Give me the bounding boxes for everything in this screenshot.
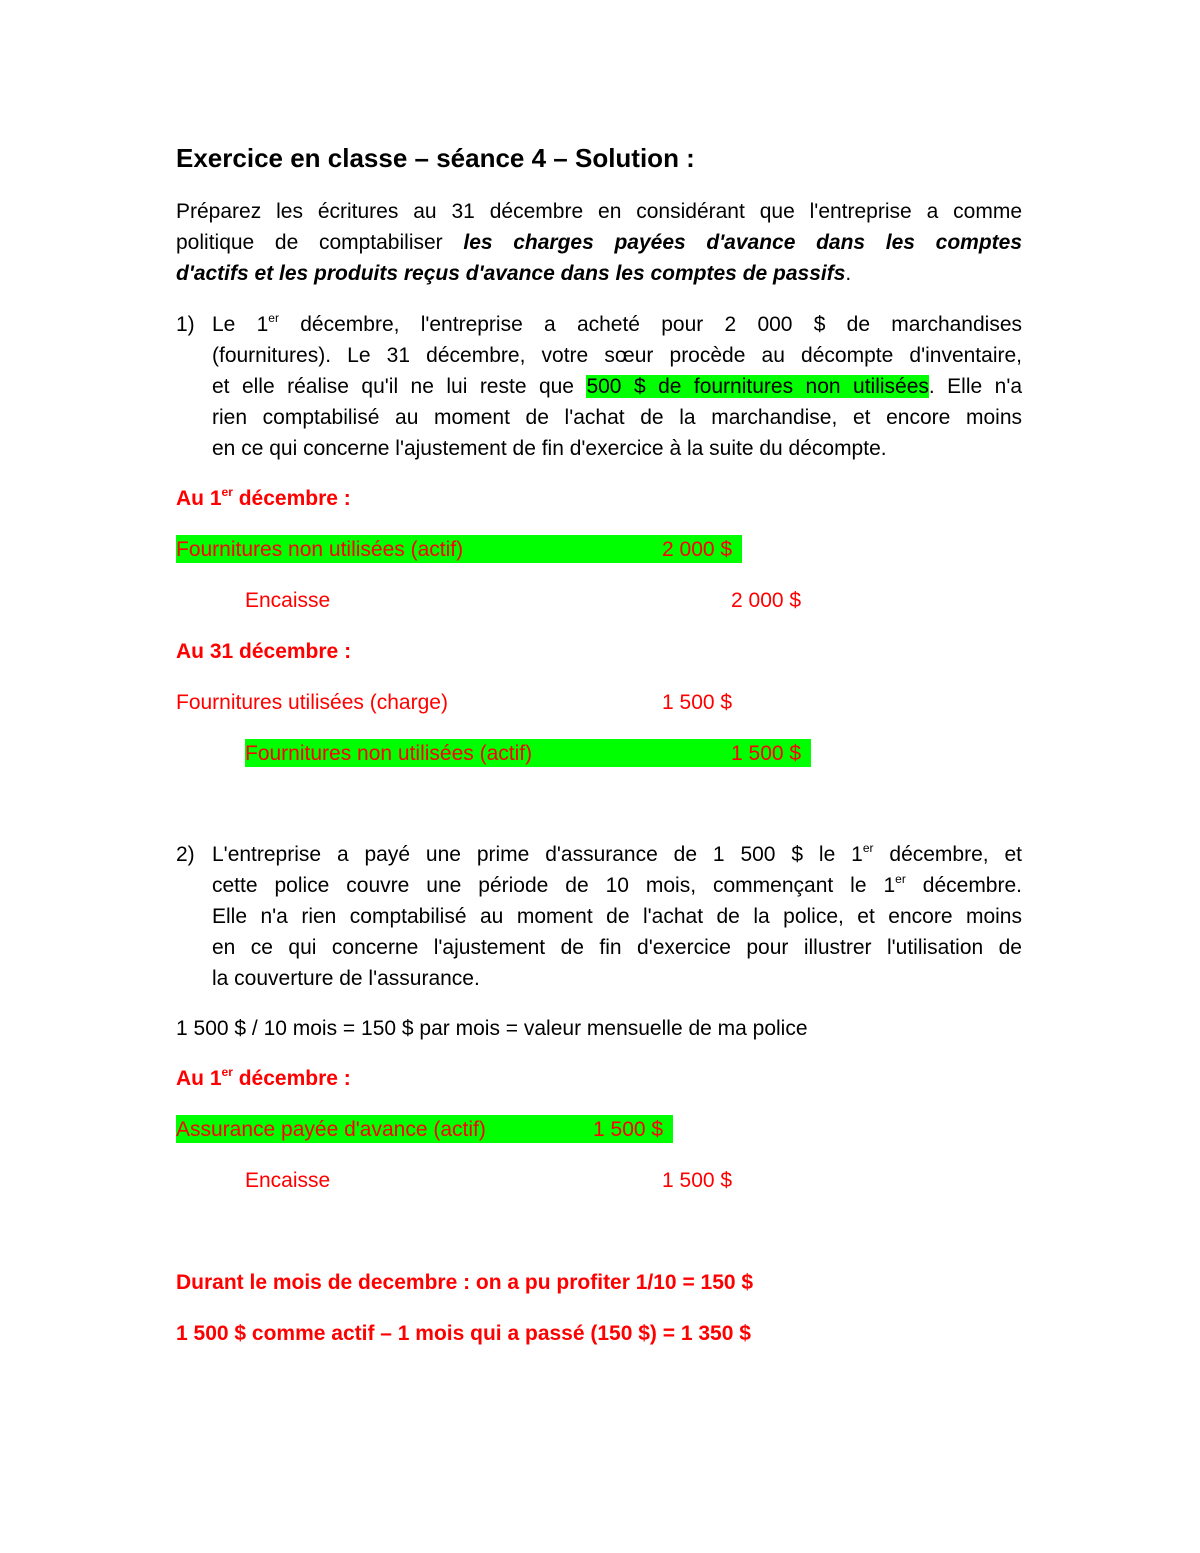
q1-l3-b: . Elle n'a xyxy=(928,375,1023,398)
intro-emphasis-2: d'actifs et les produits reçus d'avance dans les comptes de passifs xyxy=(176,262,846,285)
page-title: Exercice en classe – séance 4 – Solution : xyxy=(176,143,695,173)
q1-l3-a: et elle réalise qu'il ne lui reste que xyxy=(212,375,574,398)
q2-heading-dec-1 xyxy=(176,1067,351,1091)
entry-3-credit-amount: 1 500 $ xyxy=(662,1169,733,1192)
q1-highlight: 500 $ de fournitures non utilisées xyxy=(586,375,929,398)
entry-1-credit-amount: 2 000 $ xyxy=(731,589,802,612)
q1-h1-sup: er xyxy=(221,485,233,499)
q2-h1-a: Au 1 xyxy=(176,1067,222,1090)
q2-h1-sup: er xyxy=(221,1065,233,1079)
q2-calculation: 1 500 $ / 10 mois = 150 $ par mois = valeur mensuelle de ma police xyxy=(176,1017,808,1040)
entry-2-debit-label: Fournitures utilisées (charge) xyxy=(176,691,448,714)
q1-heading-dec-1 xyxy=(176,487,351,511)
intro-line-1: Préparez les écritures au 31 décembre en considérant que l'entreprise a comme xyxy=(176,200,1022,223)
q2-line-2 xyxy=(212,870,1022,901)
question-1-text xyxy=(212,309,1022,464)
question-2-text xyxy=(212,839,1022,994)
q1-l1-b: décembre, l'entreprise a acheté pour 2 000 $ de marchandises xyxy=(300,313,1023,336)
q1-line-2: (fournitures). Le 31 décembre, votre sœur procède au décompte d'inventaire, xyxy=(212,344,1022,367)
q1-h1-a: Au 1 xyxy=(176,487,222,510)
q2-line-3: Elle n'a rien comptabilisé au moment de l'achat de la police, et encore moins xyxy=(212,905,1022,928)
q1-line-1 xyxy=(212,309,1022,340)
q1-l1-sup: er xyxy=(268,311,279,325)
question-1-number: 1) xyxy=(176,313,195,336)
entry-1-debit-label: Fournitures non utilisées (actif) xyxy=(176,538,464,561)
entry-2-debit-amount: 1 500 $ xyxy=(662,691,733,714)
q1-line-5: en ce qui concerne l'ajustement de fin d'exercice à la suite du décompte. xyxy=(212,437,887,460)
intro-line-2 xyxy=(176,227,1022,258)
entry-2-credit-amount: 1 500 $ xyxy=(731,742,802,765)
q2-l1-a: L'entreprise a payé une prime d'assurance de 1 500 $ le 1 xyxy=(212,843,863,866)
q2-l2-a: cette police couvre une période de 10 mois, commençant le 1 xyxy=(212,874,896,897)
q2-line-5: la couverture de l'assurance. xyxy=(212,967,480,990)
q2-line-4: en ce qui concerne l'ajustement de fin d'exercice pour illustrer l'utilisation de xyxy=(212,936,1022,959)
intro-emphasis-1: les charges payées d'avance dans les comptes xyxy=(463,231,1023,254)
entry-1-credit-label: Encaisse xyxy=(245,589,331,612)
q1-l1-a: Le 1 xyxy=(212,313,269,336)
intro-line-2-plain: politique de comptabiliser xyxy=(176,231,443,254)
q2-l1-sup: er xyxy=(862,841,874,855)
q2-note-1: Durant le mois de decembre : on a pu profiter 1/10 = 150 $ xyxy=(176,1271,754,1294)
intro-period: . xyxy=(845,262,852,285)
question-2-number: 2) xyxy=(176,843,195,866)
q2-h1-b: décembre : xyxy=(238,1067,351,1090)
entry-3-debit-label: Assurance payée d'avance (actif) xyxy=(176,1118,486,1141)
intro-line-3 xyxy=(176,262,851,286)
q1-h1-b: décembre : xyxy=(238,487,351,510)
q2-line-1 xyxy=(212,839,1022,870)
entry-3-credit-label: Encaisse xyxy=(245,1169,331,1192)
q2-l2-b: décembre. xyxy=(922,874,1022,897)
q2-l1-b: décembre, et xyxy=(889,843,1022,866)
q1-heading-dec-31: Au 31 décembre : xyxy=(176,640,352,663)
entry-1-debit-amount: 2 000 $ xyxy=(662,538,733,561)
q2-l2-sup: er xyxy=(895,872,906,886)
q2-note-2: 1 500 $ comme actif – 1 mois qui a passé (150 $) = 1 350 $ xyxy=(176,1322,751,1345)
entry-3-debit-amount: 1 500 $ xyxy=(593,1118,664,1141)
q1-line-4: rien comptabilisé au moment de l'achat de la marchandise, et encore moins xyxy=(212,406,1022,429)
entry-2-credit-label: Fournitures non utilisées (actif) xyxy=(245,742,533,765)
q1-line-3 xyxy=(212,371,1022,402)
